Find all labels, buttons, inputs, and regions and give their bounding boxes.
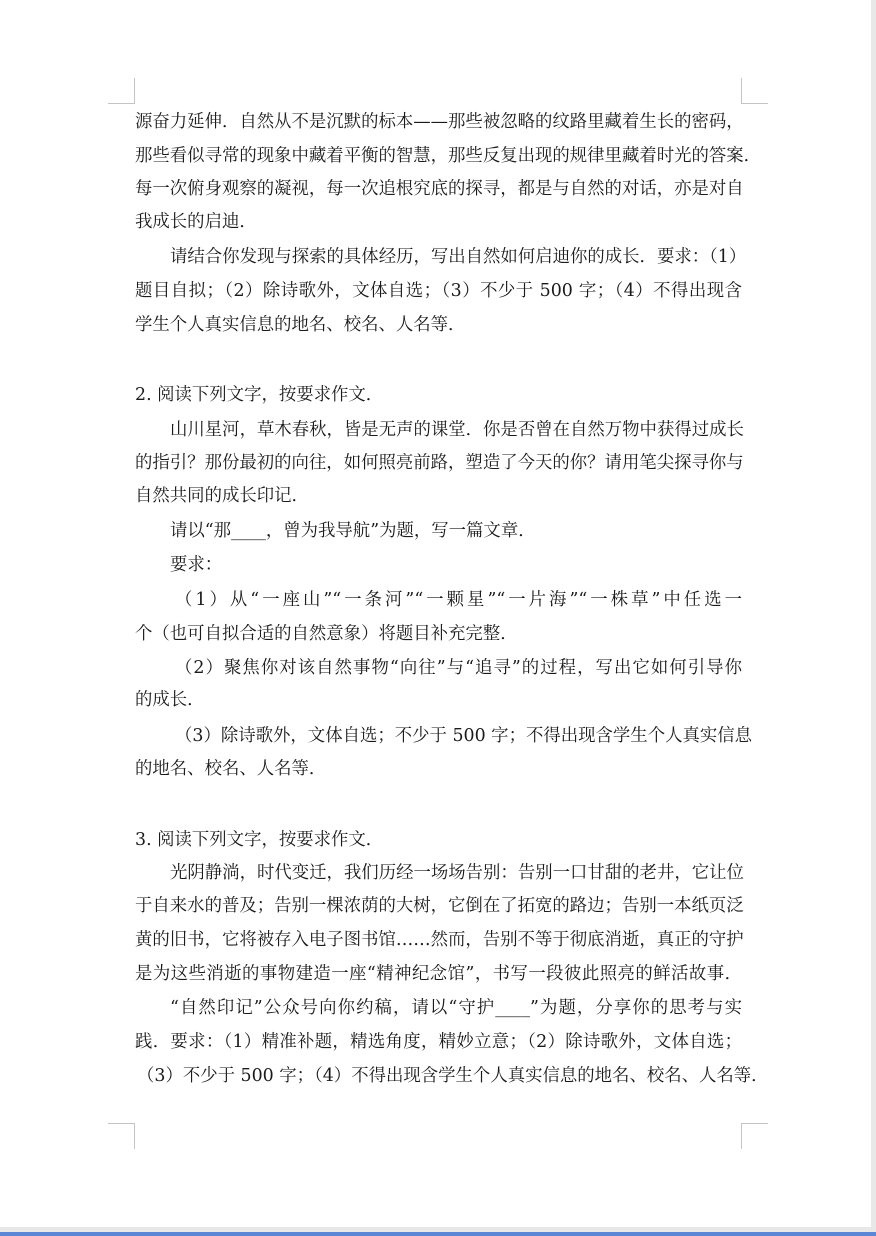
text-line: 是为这些消逝的事物建造一座“精神纪念馆”，书写一段彼此照亮的鲜活故事． bbox=[135, 964, 742, 984]
corner-mark-top-right bbox=[741, 78, 742, 104]
text-line: 个（也可自拟合适的自然意象）将题目补充完整． bbox=[135, 624, 518, 644]
text-line: 山川星河，草木春秋，皆是无声的课堂．你是否曾在自然万物中获得过成长 bbox=[170, 420, 744, 440]
requirement-item: （1）从“一座山”“一条河”“一颗星”“一片海”“一株草”中任选一 bbox=[175, 590, 742, 610]
corner-mark-bottom-right bbox=[741, 1123, 768, 1124]
question-heading: 3. 阅读下列文字，按要求作文． bbox=[135, 830, 384, 850]
text-line: 的成长． bbox=[135, 690, 205, 710]
window-bottom-bar bbox=[0, 1232, 876, 1236]
corner-mark-top-left bbox=[134, 78, 135, 104]
text-line: 每一次俯身观察的凝视，每一次追根究底的探寻，都是与自然的对话，亦是对自 bbox=[135, 179, 744, 199]
corner-mark-bottom-left bbox=[134, 1123, 135, 1149]
text-line: 的地名、校名、人名等． bbox=[135, 759, 327, 779]
prompt-line: 请以“那____，曾为我导航”为题，写一篇文章． bbox=[170, 521, 536, 541]
corner-mark-bottom-left bbox=[108, 1123, 135, 1124]
corner-mark-top-right bbox=[741, 103, 768, 104]
text-line: 学生个人真实信息的地名、校名、人名等． bbox=[135, 315, 466, 335]
question-heading: 2. 阅读下列文字，按要求作文． bbox=[135, 385, 384, 405]
text-line: 践．要求：（1）精准补题，精选角度，精妙立意；（2）除诗歌外，文体自选； bbox=[135, 1032, 742, 1052]
text-line: 我成长的启迪． bbox=[135, 212, 257, 232]
text-line: 请结合你发现与探索的具体经历，写出自然如何启迪你的成长．要求：（1） bbox=[170, 247, 747, 267]
corner-mark-top-left bbox=[108, 103, 135, 104]
corner-mark-bottom-right bbox=[741, 1123, 742, 1149]
text-line: 光阴静淌，时代变迁，我们历经一场场告别：告别一口甘甜的老井，它让位 bbox=[170, 863, 744, 883]
text-line: （3）不少于 500 字；（4）不得出现含学生个人真实信息的地名、校名、人名等． bbox=[137, 1066, 769, 1086]
requirements-label: 要求： bbox=[170, 555, 223, 575]
text-line: 自然共同的成长印记． bbox=[135, 486, 309, 506]
text-line: 那些看似寻常的现象中藏着平衡的智慧，那些反复出现的规律里藏着时光的答案． bbox=[135, 146, 762, 166]
text-line: “自然印记”公众号向你约稿，请以“守护____”为题，分享你的思考与实 bbox=[170, 998, 742, 1018]
text-line: 于自来水的普及；告别一棵浓荫的大树，它倒在了拓宽的路边；告别一本纸页泛 bbox=[135, 896, 744, 916]
requirement-item: （2）聚焦你对该自然事物“向往”与“追寻”的过程，写出它如何引导你 bbox=[175, 658, 742, 678]
text-line: 黄的旧书，它将被存入电子图书馆……然而，告别不等于彻底消逝，真正的守护 bbox=[135, 930, 744, 950]
requirement-item: （3）除诗歌外，文体自选；不少于 500 字；不得出现含学生个人真实信息 bbox=[175, 726, 753, 746]
text-line: 的指引？那份最初的向往，如何照亮前路，塑造了今天的你？请用笔尖探寻你与 bbox=[135, 453, 744, 473]
text-line: 题目自拟；（2）除诗歌外，文体自选；（3）不少于 500 字；（4）不得出现含 bbox=[135, 281, 742, 301]
text-line: 源奋力延伸．自然从不是沉默的标本——那些被忽略的纹路里藏着生长的密码， bbox=[135, 112, 744, 132]
